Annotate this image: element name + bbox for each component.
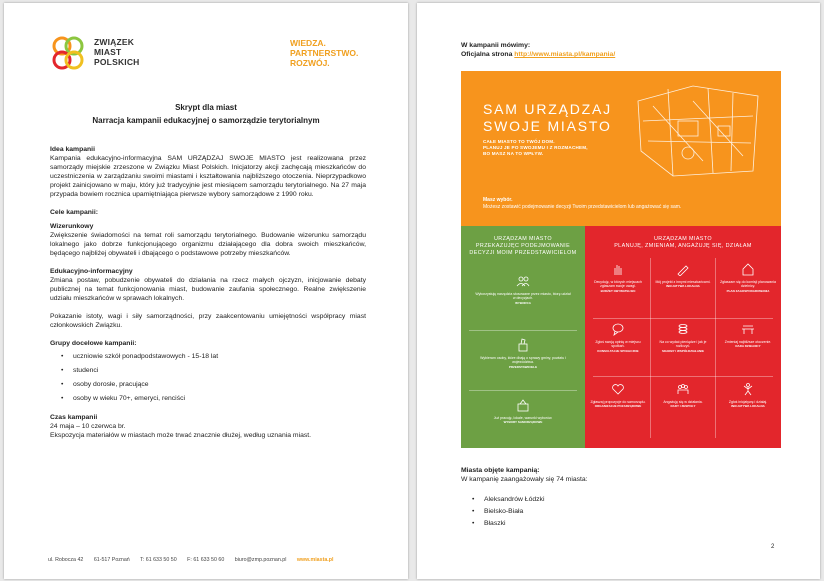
- red-column-heading: [585, 236, 781, 250]
- list-item: • studenci: [50, 366, 366, 375]
- tile-tag: ORGANIZACJE POZARZĄDOWE: [594, 404, 642, 409]
- org-name-line: ZWIĄZEK: [94, 37, 135, 47]
- poster-sub-line: PLANUJ JE PO SWOJEMU I Z ROZMACHEM,: [483, 145, 588, 150]
- footer-address: ul. Robocza 42: [48, 557, 84, 563]
- hand-icon: [611, 262, 625, 276]
- green-column-heading: [461, 236, 585, 257]
- document-page-1: [4, 3, 408, 579]
- footer-fax: F: 61 633 50 60: [187, 557, 225, 563]
- goal2-heading: Edukacyjno-informacyjny: [50, 268, 133, 275]
- tile-tag: BUDŻET OBYWATELSKI: [600, 288, 636, 293]
- motto-line: WIEDZA.: [290, 38, 326, 48]
- title-line-1: Skrypt dla miast: [175, 103, 237, 112]
- motto-line: ROZWÓJ.: [290, 58, 330, 68]
- goals-heading: Cele kampanii:: [50, 209, 98, 216]
- bench-icon: [741, 322, 755, 336]
- document-body: [50, 145, 366, 440]
- tile-text: Zgłoś inicjatywę i działaj.: [728, 399, 768, 404]
- poster-title-line: SWOJE MIASTO: [483, 118, 612, 134]
- official-site-link[interactable]: http://www.miasta.pl/kampania/: [514, 51, 616, 58]
- heading-line: PRZEKAZUJĘC PODEJMOWANIE: [475, 243, 571, 249]
- tile-tag: WYBORCA: [515, 300, 531, 305]
- footer: [48, 557, 342, 563]
- goal3-text: Pokazanie istoty, wagi i siły samorządności, przy zaakcentowaniu umiejętności współpracy miast członkowskich Związku.: [50, 313, 366, 329]
- poster-red-column: [585, 226, 781, 448]
- figure-icon: [741, 382, 755, 396]
- goal1-heading: Wizerunkowy: [50, 223, 94, 230]
- tile-text: Mój projekt z innymi mieszkańcami.: [655, 279, 711, 284]
- campaign-heading: W kampanii mówimy:: [461, 42, 531, 49]
- tile-tag: WYBORY SAMORZĄDOWE: [503, 420, 543, 425]
- green-tile: [475, 338, 571, 369]
- tile-tag: PLAN ZAGOSPODAROWANIA: [726, 288, 770, 293]
- org-name-line: POLSKICH: [94, 57, 140, 67]
- list-item: • Błaszki: [461, 519, 588, 528]
- org-name: [94, 37, 140, 67]
- red-tile: [589, 322, 647, 353]
- poster-title: [483, 101, 612, 135]
- poster-green-column: [461, 226, 585, 448]
- list-item: • Bielsko-Biała: [461, 507, 588, 516]
- tile-text: Zmieniaj najbliższe otoczenie.: [724, 339, 772, 344]
- official-site-label: Oficjalna strona: [461, 51, 513, 58]
- group-icon: [676, 382, 690, 396]
- choice-text: Możesz zostawić podejmowanie decyzji Twoim przedstawicielom lub angażować się sam.: [483, 204, 682, 210]
- pencil-icon: [676, 262, 690, 276]
- idea-text: Kampania edukacyjno-informacyjna SAM URZĄDZAJ SWOJE MIASTO jest realizowana przez samorządy miejskie zrzeszone w Związku Miast Polskich. Inicjatorzy akcji zachęcają mieszkańców do uczestniczenia w zarządzaniu swoimi miastami i kształtowania najbliższego otoczenia. Nieprzypadkowo projekt zainicjowano w maju, który już tradycyjnie jest miesiącem samorządu terytorialnego. Na 27 maja przypada bowiem rocznica upamiętniająca pierwsze wybory samorządowe z 1990 roku.: [50, 155, 366, 198]
- campaign-poster: [461, 71, 781, 448]
- house-icon: [741, 262, 755, 276]
- tile-text: Angażuję się w działania.: [663, 399, 703, 404]
- target-list: [50, 352, 366, 403]
- time-heading: Czas kampanii: [50, 414, 98, 421]
- heading-line: URZĄDZAM MIASTO: [653, 236, 712, 242]
- city-map-icon: [633, 81, 763, 181]
- target-heading: Grupy docelowe kampanii:: [50, 340, 137, 347]
- campaign-links: [461, 41, 615, 59]
- document-page-2: [417, 3, 820, 579]
- red-tile: [654, 262, 712, 289]
- footer-phone: T: 61 633 50 50: [140, 557, 177, 563]
- page-number: 2: [771, 544, 775, 550]
- list-item: • Aleksandrów Łódzki: [461, 495, 588, 504]
- red-tile: [589, 382, 647, 409]
- coins-icon: [676, 322, 690, 336]
- zmp-logo-icon: [48, 34, 88, 74]
- list-item: • osoby w wieku 70+, emeryci, renciści: [50, 394, 366, 403]
- tile-tag: KONSULTACJE SPOŁECZNE: [597, 348, 639, 353]
- goal2-text: Zmiana postaw, pobudzenie obywateli do działania na rzecz małych ojczyzn, inicjowanie debaty publicznej na temat funkcjonowania miast, budowanie zaufania społecznego. Realne zwiększenie udziału mieszkańców w sprawach lokalnych.: [50, 277, 366, 302]
- cities-list: [461, 495, 588, 528]
- idea-heading: Idea kampanii: [50, 146, 95, 153]
- title-line-2: Narracja kampanii edukacyjnej o samorządzie terytorialnym: [92, 116, 320, 125]
- tile-text: Decyduję, w których miejscach zgłaszam swoje uwagi.: [594, 279, 642, 289]
- ballot-icon: [516, 338, 530, 352]
- red-tile: [589, 262, 647, 293]
- tile-text: Zgłaszaj propozycje do samorządu.: [590, 399, 646, 404]
- choice-title: Masz wybór.: [483, 197, 513, 203]
- red-tile: [654, 322, 712, 353]
- document-title: [4, 101, 408, 127]
- poster-choice: [483, 197, 681, 211]
- poster-header: [461, 71, 781, 226]
- footer-city: 61-517 Poznań: [93, 557, 130, 563]
- footer-email[interactable]: biuro@zmp.poznan.pl: [234, 557, 287, 563]
- footer-web-link[interactable]: www.miasta.pl: [296, 557, 334, 563]
- heart-icon: [611, 382, 625, 396]
- tile-text: Już pracuję, lokale, warunki wyborów.: [493, 415, 553, 420]
- official-site: [461, 50, 615, 59]
- tile-tag: RADA DZIELNICY: [735, 344, 761, 349]
- cities-text: W kampanię zaangażowały się 74 miasta:: [461, 476, 588, 483]
- poster-sub-line: BO MASZ NA TO WPŁYW.: [483, 151, 544, 156]
- org-name-line: MIAST: [94, 47, 122, 57]
- tile-text: Zgłaszam się do komisji planowania dzielnicy.: [720, 279, 776, 289]
- motto-line: PARTNERSTWO.: [290, 48, 359, 58]
- red-tile: [719, 382, 777, 409]
- green-tile: [475, 274, 571, 305]
- red-tile: [654, 382, 712, 409]
- people-icon: [516, 274, 530, 288]
- tile-text: Wybieram osoby, które dbają o sprawy gminy, powiatu i województwa.: [480, 355, 566, 365]
- heading-line: PLANUJĘ, ZMIENIAM, ANGAŻUJĘ SIĘ, DZIAŁAM: [614, 243, 752, 249]
- tile-tag: RADY I ZESPOŁY: [670, 404, 696, 409]
- tile-text: Zgłoś swoją opinię w miejscu spotkań.: [595, 339, 641, 349]
- list-item: • osoby dorosłe, pracujące: [50, 380, 366, 389]
- tile-tag: INICJATYWA LOKALNA: [731, 404, 765, 409]
- motto: [290, 38, 358, 68]
- list-item: • uczniowie szkół ponadpodstawowych - 15-18 lat: [50, 352, 366, 361]
- red-tile: [719, 322, 777, 349]
- time-text-2: Ekspozycja materiałów w miastach może trwać znacznie dłużej, według uznania miast.: [50, 432, 312, 439]
- speech-bubble-icon: [611, 322, 625, 336]
- time-text-1: 24 maja – 10 czerwca br.: [50, 423, 126, 430]
- cities-heading: Miasta objęte kampanią:: [461, 467, 540, 474]
- heading-line: DECYZJI MOIM PRZEDSTAWICIELOM: [469, 250, 577, 256]
- tile-tag: SKARBY I WSPÓŁDZIAŁANIE: [661, 348, 705, 353]
- poster-title-line: SAM URZĄDZAJ: [483, 101, 612, 117]
- tile-tag: PRZEDSTAWICIELE: [508, 364, 538, 369]
- heading-line: URZĄDZAM MIASTO: [493, 236, 552, 242]
- ballot-box-icon: [516, 398, 530, 412]
- goal1-text: Zwiększenie świadomości na temat roli samorządu terytorialnego. Budowanie wizerunku samorządu lokalnego jako dobrze funkcjonującego organizmu działającego dla dobra swoich mieszkańców, będącego najbliżej obywateli i dbającego o podstawowe potrzeby mieszkańców.: [50, 232, 366, 257]
- tile-text: Na co wydać pieniądze i jak je rozliczyć.: [659, 339, 707, 349]
- tile-text: Wykorzystuję narzędzia stosowane przez miasto, biorę udział w decyzjach.: [475, 291, 571, 301]
- red-tile: [719, 262, 777, 293]
- tile-tag: INICJATYWA LOKALNA: [666, 284, 700, 289]
- poster-subtitle: [483, 139, 603, 157]
- cities-section: [461, 466, 588, 531]
- poster-sub-line: CAŁE MIASTO TO TWÓJ DOM.: [483, 139, 555, 144]
- green-tile: [475, 398, 571, 425]
